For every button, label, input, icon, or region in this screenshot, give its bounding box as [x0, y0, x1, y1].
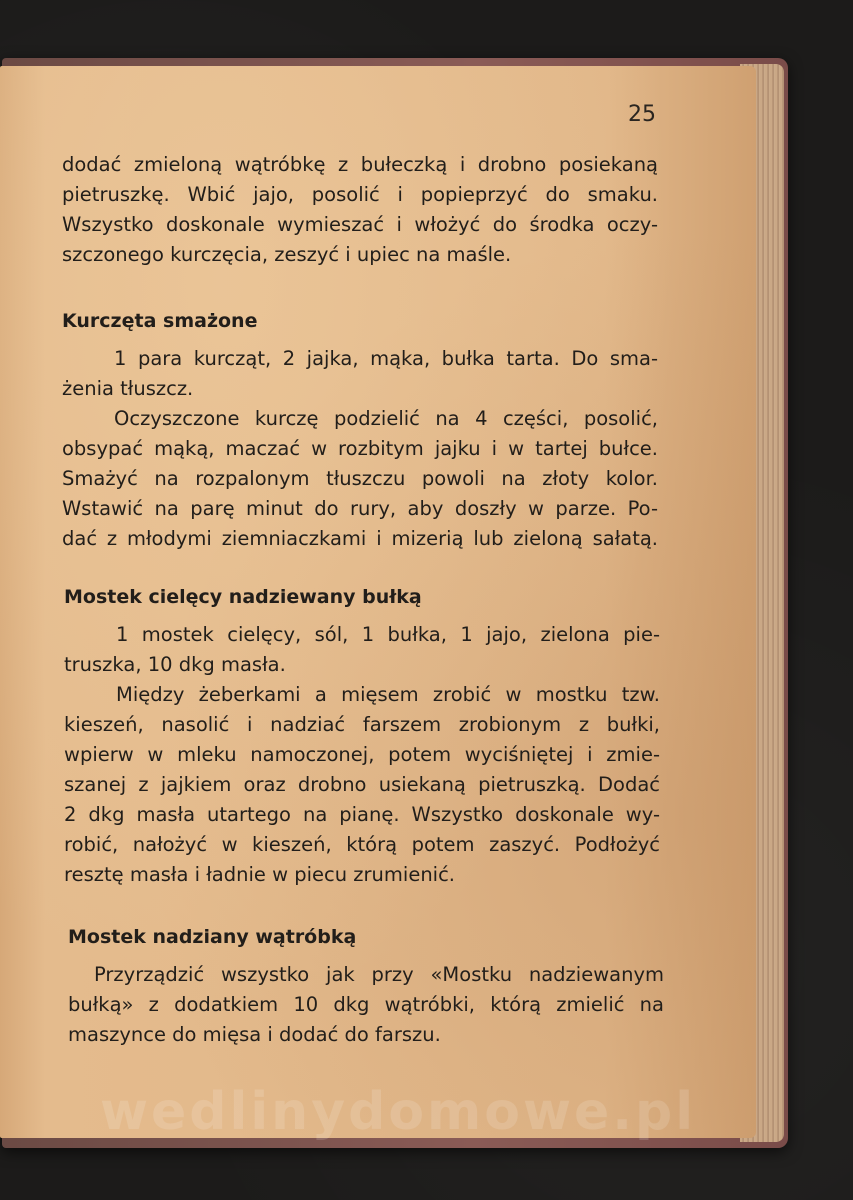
page-number: 25 [628, 102, 656, 127]
text-line: pietruszkę. Wbić jajo, posolić i popieprzyć do smaku. [62, 183, 658, 206]
recipe-kurczeta-smazone [62, 306, 658, 554]
text-line: Między żeberkami a mięsem zrobić w mostku tzw. [116, 683, 660, 706]
text-line: dać z młodymi ziemniaczkami i mizerią lub zieloną sałatą. [62, 527, 658, 550]
text-line: obsypać mąką, maczać w rozbitym jajku i w tartej bułce. [62, 437, 658, 460]
recipe-title: Kurczęta smażone [62, 310, 258, 332]
text-line: Wstawić na parę minut do rury, aby doszły w parze. Po- [62, 497, 658, 520]
text-line: kieszeń, nasolić i nadziać farszem zrobionym z bułki, [64, 713, 660, 736]
ingredients-line: 1 mostek cielęcy, sól, 1 bułka, 1 jajo, zielona pie- [116, 623, 660, 646]
recipe-mostek-watrobka [68, 922, 664, 1050]
recipe-mostek-cielecy [64, 582, 660, 890]
ingredients-line: truszka, 10 dkg masła. [64, 653, 286, 676]
ingredients-line: 1 para kurcząt, 2 jajka, mąka, bułka tarta. Do sma- [114, 347, 658, 370]
text-line: Wszystko doskonale wymieszać i włożyć do środka oczy- [62, 213, 658, 236]
text-line: 2 dkg masła utartego na pianę. Wszystko doskonale wy- [64, 803, 660, 826]
intro-paragraph [62, 150, 658, 270]
text-line: szczonego kurczęcia, zeszyć i upiec na maśle. [62, 243, 512, 266]
text-line: resztę masła i ładnie w piecu zrumienić. [64, 863, 456, 886]
text-line: dodać zmieloną wątróbkę z bułeczką i drobno posiekaną [62, 153, 658, 176]
text-line: maszynce do mięsa i dodać do farszu. [68, 1023, 441, 1046]
text-line: robić, nałożyć w kieszeń, którą potem zaszyć. Podłożyć [64, 833, 660, 856]
text-line: Przyrządzić wszystko jak przy «Mostku nadziewanym [94, 963, 664, 986]
text-line: Oczyszczone kurczę podzielić na 4 części, posolić, [114, 407, 658, 430]
text-line: wpierw w mleku namoczonej, potem wyciśniętej i zmie- [64, 743, 660, 766]
recipe-title: Mostek cielęcy nadziewany bułką [64, 586, 422, 608]
text-line: szanej z jajkiem oraz drobno usiekaną pietruszką. Dodać [64, 773, 660, 796]
recipe-title: Mostek nadziany wątróbką [68, 926, 357, 948]
book-page [0, 66, 756, 1138]
text-line: Smażyć na rozpalonym tłuszczu powoli na złoty kolor. [62, 467, 658, 490]
ingredients-line: żenia tłuszcz. [62, 377, 194, 400]
watermark: wedlinydomowe.pl [100, 1082, 697, 1142]
text-line: bułką» z dodatkiem 10 dkg wątróbki, którą zmielić na [68, 993, 664, 1016]
